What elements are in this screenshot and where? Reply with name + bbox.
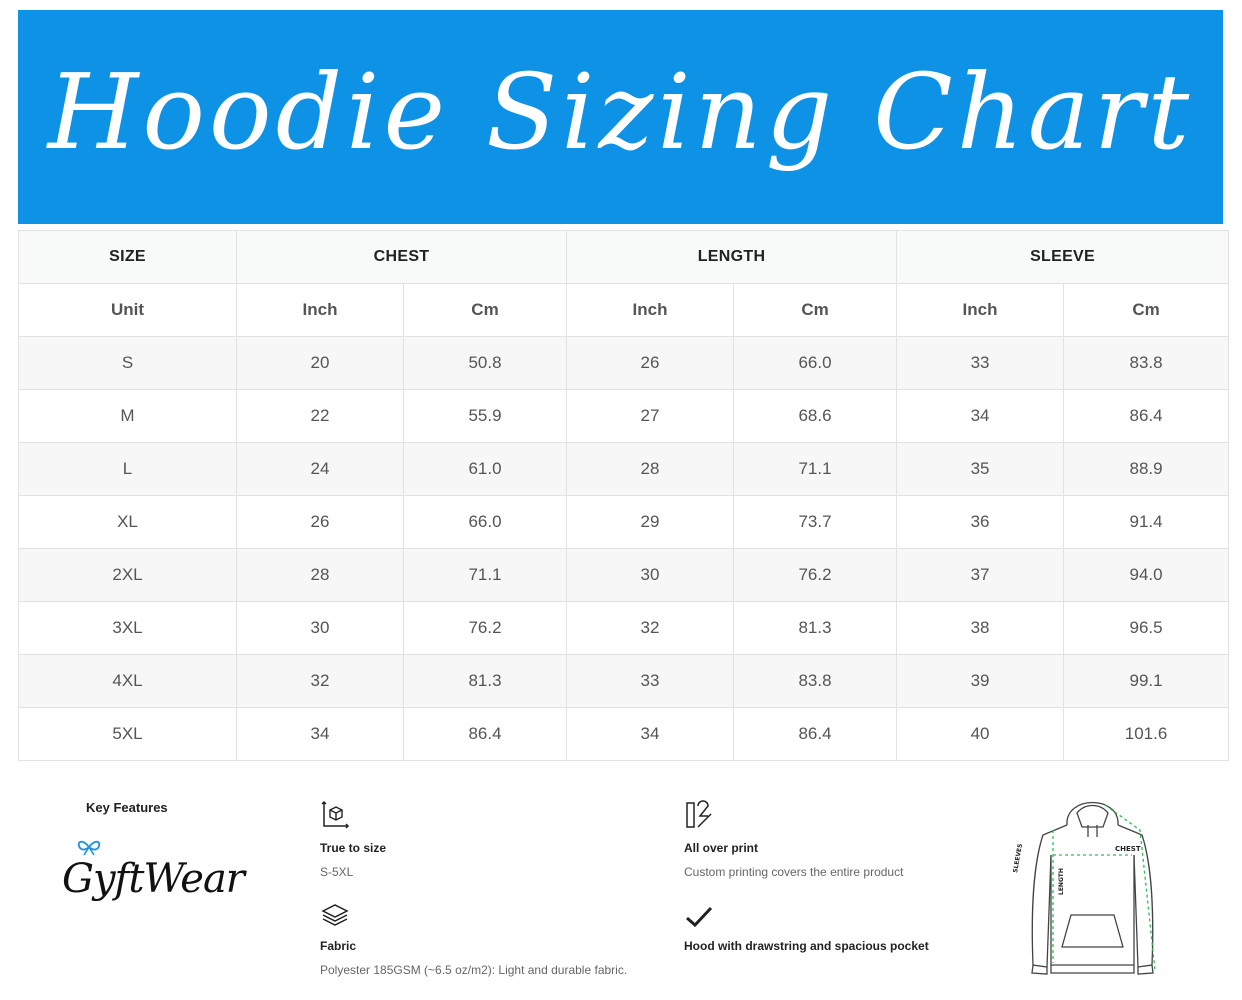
hoodie-measurement-diagram [1005, 785, 1180, 980]
measurement-cell: 28 [567, 443, 734, 496]
measurement-cell: 86.4 [734, 708, 897, 761]
header-size: SIZE [19, 231, 237, 284]
measurement-cell: 88.9 [1064, 443, 1229, 496]
measurement-cell: 29 [567, 496, 734, 549]
feature-title: Fabric [320, 939, 357, 953]
measurement-cell: 68.6 [734, 390, 897, 443]
measurement-cell: 50.8 [404, 337, 567, 390]
feature-title: Hood with drawstring and spacious pocket [684, 939, 929, 953]
unit-cell: Inch [897, 284, 1064, 337]
size-cell: 2XL [19, 549, 237, 602]
measurement-cell: 20 [237, 337, 404, 390]
table-row [19, 602, 1229, 655]
measurement-cell: 86.4 [1064, 390, 1229, 443]
table-row [19, 443, 1229, 496]
size-cell: M [19, 390, 237, 443]
unit-cell: Cm [1064, 284, 1229, 337]
logo-text: GyftWear [62, 856, 244, 902]
measurement-cell: 83.8 [1064, 337, 1229, 390]
sleeves-label: SLEEVES [1012, 843, 1025, 874]
measurement-cell: 86.4 [404, 708, 567, 761]
unit-cell: Cm [734, 284, 897, 337]
measurement-cell: 61.0 [404, 443, 567, 496]
measurement-cell: 24 [237, 443, 404, 496]
feature-all-over-print [684, 800, 903, 879]
feature-hood-pocket [684, 902, 929, 953]
measurement-cell: 26 [237, 496, 404, 549]
unit-cell: Inch [567, 284, 734, 337]
measurement-cell: 33 [897, 337, 1064, 390]
page-title: Hoodie Sizing Chart [47, 51, 1194, 173]
measurement-cell: 71.1 [734, 443, 897, 496]
measurement-cell: 37 [897, 549, 1064, 602]
feature-desc: Custom printing covers the entire product [684, 865, 904, 879]
length-label: LENGTH [1058, 868, 1065, 895]
measurement-cell: 33 [567, 655, 734, 708]
measurement-cell: 38 [897, 602, 1064, 655]
measurement-cell: 66.0 [404, 496, 567, 549]
measurement-cell: 81.3 [734, 602, 897, 655]
measurement-cell: 34 [237, 708, 404, 761]
size-cell: 3XL [19, 602, 237, 655]
measurement-cell: 91.4 [1064, 496, 1229, 549]
measurement-cell: 101.6 [1064, 708, 1229, 761]
checkmark-icon [684, 902, 714, 932]
measurement-cell: 83.8 [734, 655, 897, 708]
measurement-cell: 26 [567, 337, 734, 390]
size-cell: XL [19, 496, 237, 549]
measurement-cell: 36 [897, 496, 1064, 549]
feature-title: All over print [684, 841, 759, 855]
measurement-cell: 73.7 [734, 496, 897, 549]
measurement-cell: 22 [237, 390, 404, 443]
header-length: LENGTH [567, 231, 897, 284]
measurement-cell: 66.0 [734, 337, 897, 390]
size-cell: L [19, 443, 237, 496]
size-cell: 4XL [19, 655, 237, 708]
table-row [19, 708, 1229, 761]
measurement-cell: 76.2 [734, 549, 897, 602]
gyftwear-logo [62, 838, 244, 918]
measurement-cell: 71.1 [404, 549, 567, 602]
measurement-cell: 55.9 [404, 390, 567, 443]
table-row [19, 337, 1229, 390]
table-header-row [19, 231, 1229, 284]
bow-icon [74, 838, 104, 856]
chest-label: CHEST [1115, 845, 1141, 853]
unit-cell: Inch [237, 284, 404, 337]
feature-true-to-size [320, 800, 386, 879]
table-row [19, 496, 1229, 549]
measurement-cell: 32 [237, 655, 404, 708]
header-sleeve: SLEEVE [897, 231, 1229, 284]
measurement-cell: 99.1 [1064, 655, 1229, 708]
feature-fabric [320, 902, 627, 977]
unit-cell: Cm [404, 284, 567, 337]
print-area-icon [684, 800, 714, 830]
measurement-cell: 34 [567, 708, 734, 761]
feature-desc: Polyester 185GSM (~6.5 oz/m2): Light and durable fabric. [320, 963, 628, 977]
header-chest: CHEST [237, 231, 567, 284]
measurement-cell: 30 [567, 549, 734, 602]
measurement-cell: 28 [237, 549, 404, 602]
measurement-cell: 30 [237, 602, 404, 655]
table-row [19, 655, 1229, 708]
measurement-cell: 35 [897, 443, 1064, 496]
measurement-cell: 34 [897, 390, 1064, 443]
measurement-cell: 81.3 [404, 655, 567, 708]
key-features-title: Key Features [86, 800, 168, 815]
size-chart-table [18, 230, 1229, 761]
table-row [19, 549, 1229, 602]
measurement-cell: 96.5 [1064, 602, 1229, 655]
measurement-cell: 27 [567, 390, 734, 443]
feature-desc: S-5XL [320, 865, 354, 879]
measurement-cell: 76.2 [404, 602, 567, 655]
measurement-cell: 39 [897, 655, 1064, 708]
unit-row [19, 284, 1229, 337]
measurement-cell: 94.0 [1064, 549, 1229, 602]
feature-title: True to size [320, 841, 387, 855]
table-row [19, 390, 1229, 443]
size-cell: S [19, 337, 237, 390]
measurement-cell: 40 [897, 708, 1064, 761]
measurement-cell: 32 [567, 602, 734, 655]
stacked-layers-icon [320, 902, 350, 932]
unit-cell: Unit [19, 284, 237, 337]
box-dimensions-icon [320, 800, 350, 830]
size-cell: 5XL [19, 708, 237, 761]
title-banner [18, 10, 1223, 224]
